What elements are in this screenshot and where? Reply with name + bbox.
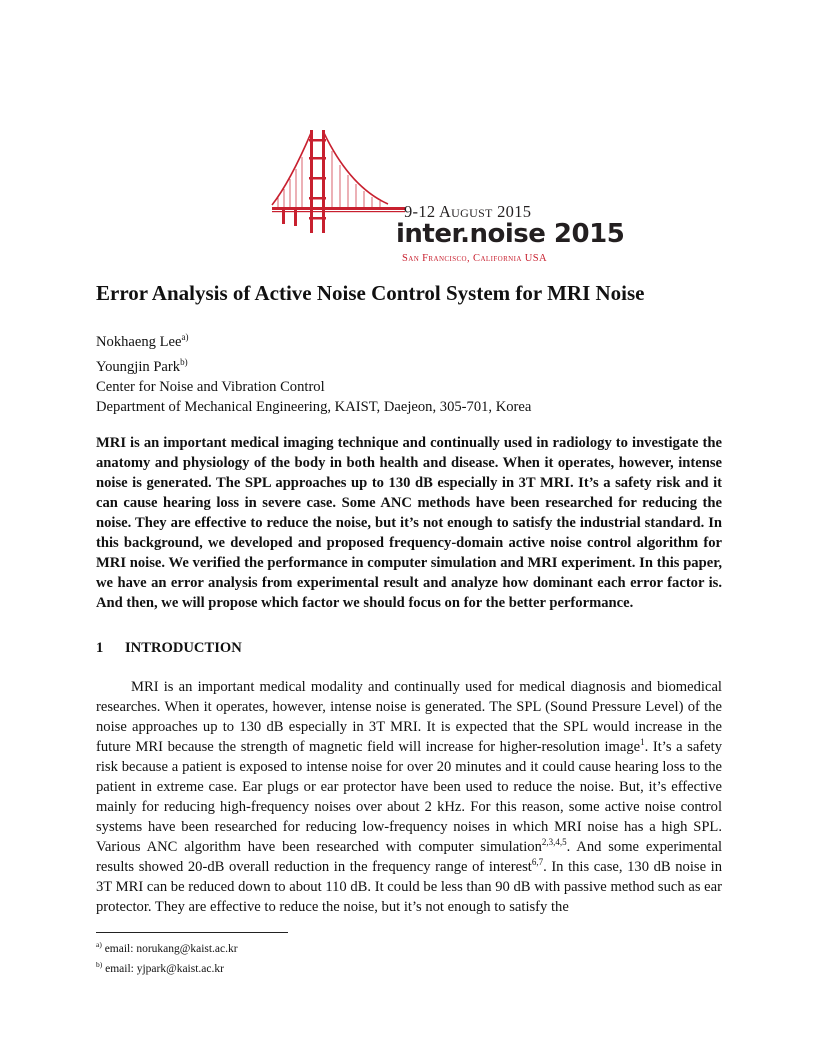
citation: 2,3,4,5 bbox=[541, 837, 567, 848]
author-mark: b) bbox=[180, 356, 188, 367]
author-line bbox=[96, 327, 531, 352]
footnote bbox=[96, 937, 238, 957]
section-number: 1 bbox=[96, 640, 104, 656]
intro-text: . It’s a safety risk because a patient is exposed to intense noise for over 20 minutes and it could cause hearing loss to the patient in extreme case. Ear plugs or ear protector have been used to reduce the noise. But, it’s effective mainly for reducing high-frequency noises over about 2 kHz. For this reason, some active noise control systems have been researched for reducing low-frequency noises in which MRI noise has a high SPL. Various ANC algorithm have been researched with computer simulation bbox=[96, 739, 722, 855]
intro-paragraph bbox=[96, 677, 722, 917]
conference-name: inter.noise 2015 bbox=[396, 219, 625, 249]
affiliation: Center for Noise and Vibration Control bbox=[96, 378, 325, 395]
footnote-email: email: yjpark@kaist.ac.kr bbox=[105, 962, 224, 975]
section-title: INTRODUCTION bbox=[125, 640, 242, 656]
conference-logo bbox=[270, 127, 625, 267]
paper-title: Error Analysis of Active Noise Control System for MRI Noise bbox=[96, 281, 645, 305]
citation: 6,7 bbox=[531, 857, 544, 868]
footnotes bbox=[96, 937, 238, 977]
conference-location: San Francisco, California USA bbox=[402, 253, 548, 264]
footnote-mark: b) bbox=[96, 959, 103, 969]
affiliation: Department of Mechanical Engineering, KAIST, Daejeon, 305-701, Korea bbox=[96, 398, 532, 415]
section-heading bbox=[96, 640, 242, 657]
author-mark: a) bbox=[181, 332, 189, 342]
footnote bbox=[96, 957, 238, 977]
golden-gate-bridge-icon bbox=[270, 127, 405, 237]
intro-text: . In this case, 130 dB noise in 3T MRI can be reduced down to about 110 dB. It could be less than 90 dB with passive method such as ear protector. They are effective to reduce the noise, but it’s not enough to satisfy the bbox=[96, 859, 722, 915]
footnote-email: email: norukang@kaist.ac.kr bbox=[104, 942, 238, 955]
intro-text: . And some experimental results showed 20-dB overall reduction in the frequency range of interest bbox=[96, 839, 722, 875]
conference-date: 9-12 August 2015 bbox=[404, 202, 532, 221]
abstract: MRI is an important medical imaging technique and continually used in radiology to investigate the anatomy and physiology of the body in both health and disease. When it operates, however, intense noise is generated. The SPL approaches up to 130 dB especially in 3T MRI. It’s a safety risk and it can cause hearing loss in severe case. Some ANC methods have been researched for reducing the noise. They are effective to reduce the noise, but it’s not enough to satisfy the industrial standard. In this background, we developed and proposed frequency-domain active noise control algorithm for MRI noise. We verified the performance in computer simulation and MRI experiment. In this paper, we have an error analysis from experimental result and analyze how dominant each error factor is. And then, we will propose which factor we should focus on for the better performance. bbox=[96, 435, 722, 611]
author-name: Nokhaeng Lee bbox=[96, 333, 182, 350]
author-line bbox=[96, 352, 531, 377]
author-name: Youngjin Park bbox=[96, 358, 181, 375]
footnote-mark: a) bbox=[96, 940, 102, 949]
footnote-divider bbox=[96, 932, 288, 933]
author-block bbox=[96, 327, 531, 417]
intro-text: MRI is an important medical modality and continually used for medical diagnosis and biomedical researches. When it operates, however, intense noise is generated. The SPL (Sound Pressure Level) of the noise approaches up to 130 dB especially in 3T MRI. It is expected that the SPL would increase in the future MRI because the strength of magnetic field will increase for higher-resolution image bbox=[96, 679, 722, 755]
citation: 1 bbox=[640, 737, 645, 748]
